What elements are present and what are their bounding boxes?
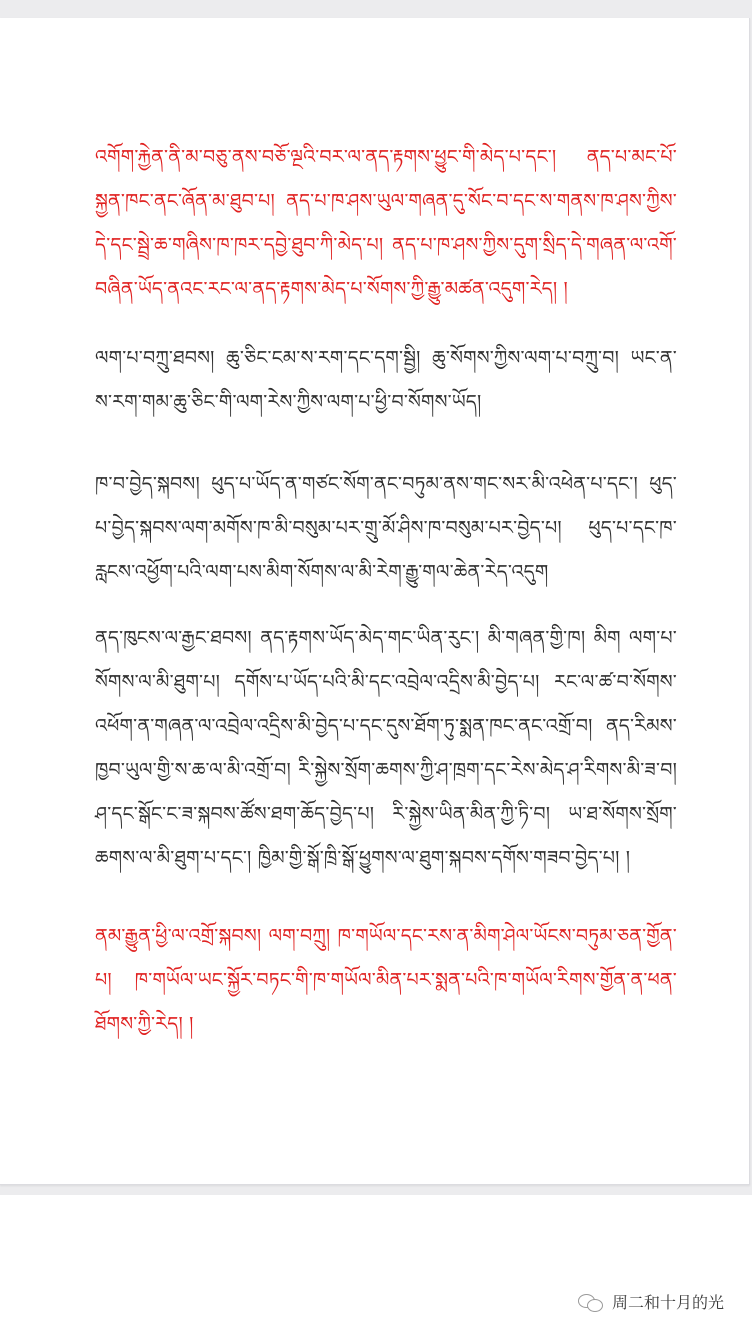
footer-area: [0, 1195, 752, 1334]
watermark-label: 周二和十月的光: [611, 1293, 724, 1312]
account-watermark: [578, 1290, 724, 1313]
paragraph-4: ནད་ཁུངས་ལ་རྒྱང་ཐབས། ནད་རྟགས་ཡོད་མེད་གང་ཡིན་རུང་། མི་གཞན་གྱི་ཁ། མིག ལག་པ་སོགས་ལ་མི་ཐུག་པ། དགོས་པ་ཡོད་པའི་མི་དང་འབྲེལ་འདྲིས་མི་བྱེད་པ། རང་ལ་ཚ་བ་སོགས་འཕོག་ན་གཞན་ལ་འབྲེལ་འདྲིས་མི་བྱེད་པ་དང་དུས་ཐོག་ཏུ་སྨན་ཁང་ནང་འགྲོ་བ། ནད་རིམས་ཁྱབ་ཡུལ་གྱི་ས་ཆ་ལ་མི་འགྲོ་བ། རི་སྐྱེས་སྲོག་ཆགས་ཀྱི་ཤ་ཁྲག་དང་རེས་མེད་ཤ་རིགས་མི་ཟ་བ། ཤ་དང་སྒོང་ང་ཟ་སྐབས་ཚོས་ཐག་ཆོད་བྱེད་པ། རི་སྐྱེས་ཡིན་མིན་ཀྱི་ཏི་བ། ཡ་ཐ་སོགས་སྲོག་ཆགས་ལ་མི་ཐུག་པ་དང་། ཁྱིམ་གྱི་སྒོ་ཁྲི་སྒོ་ཕྱུགས་ལ་ཐུག་སྐབས་དགོས་གཟབ་བྱེད་པ། །: [95, 627, 677, 869]
wechat-icon: [578, 1292, 604, 1312]
paragraph-1: འགོག་རྐྱེན་ནི་མ་བཅུ་ནས་བཅོ་ལྔའི་བར་ལ་ནད་རྟགས་ཕྱུང་གི་མེད་པ་དང་། ནད་པ་མང་པོ་སྐྱན་ཁང་ནང་ཞོན་མ་ཐུབ་པ། ནད་པ་ཁ་ཤས་ཡུལ་གཞན་དུ་སོང་བ་དང་ས་གནས་ཁ་ཤས་ཀྱིས་དེ་དང་སྦྲེ་ཆ་གཞིས་ཁ་ཁར་དབྱེ་ཐུབ་ཀི་མེད་པ། ནད་པ་ཁ་ཤས་ཀྱིས་དུག་སྲིད་དེ་གཞན་ལ་འགོ་བཞིན་ཡོད་ནའང་རང་ལ་ནད་རྟགས་མེད་པ་སོགས་ཀྱི་རྒྱུ་མཚན་འདུག་རེད། །: [95, 146, 677, 300]
paragraph-2: ལག་པ་བཀྲུ་ཐབས། ཆུ་ཅིང་ངམ་ས་རག་དང་དག་སྦྱི། ཆུ་སོགས་ཀྱིས་ལག་པ་བཀྲུ་བ། ཡང་ན་ས་རག་གམ་ཆུ་ཅིང་གི་ལག་རེས་ཀྱིས་ལག་པ་ཕྱི་བ་སོགས་ཡོད།: [95, 347, 677, 413]
document-page: [0, 18, 750, 1185]
paragraph-3: ཁ་བ་བྱེད་སྐབས། ཕུད་པ་ཡོད་ན་གཙང་སོག་ནང་བཏུམ་ནས་གང་སར་མི་འཕེན་པ་དང་། ཕུད་པ་བྱེད་སྐབས་ལག་མགོས་ཁ་མི་བསུམ་པར་གྲུ་མོ་ཤིས་ཁ་བསུམ་པར་བྱེད་པ། ཕུད་པ་དང་ཁ་རླངས་འཕྱོག་པའི་ལག་པས་མིག་སོགས་ལ་མི་རེག་རྒྱུ་གལ་ཆེན་རེད་འདུག: [95, 473, 677, 583]
paragraph-5: ནམ་རྒྱུན་ཕྱི་ལ་འགྲོ་སྐབས། ལག་བཀྲུ། ཁ་གཡོལ་དང་རས་ན་མིག་ཤེལ་ཡོངས་བཏུམ་ཅན་གྱོན་པ། ཁ་གཡོལ་ཡང་སྐྱོར་བཏང་གི་ཁ་གཡོལ་མིན་པར་སྨན་པའི་ཁ་གཡོལ་རིགས་གྱོན་ན་ཕན་ཐོགས་ཀྱི་རེད། །: [95, 925, 677, 1035]
